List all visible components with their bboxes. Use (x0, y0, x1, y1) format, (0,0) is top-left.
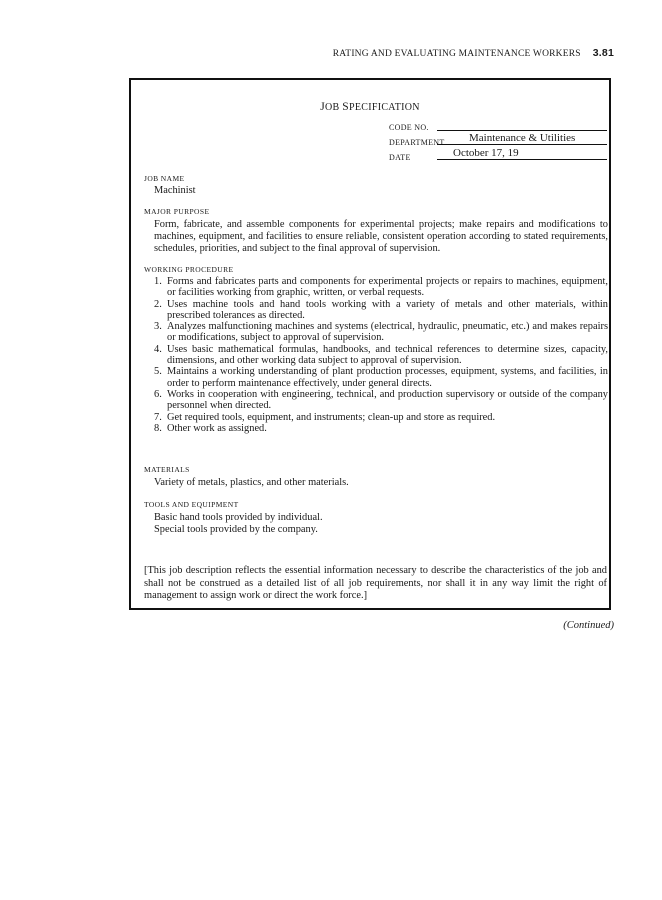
date-label: DATE (389, 153, 411, 162)
major-purpose-label: MAJOR PURPOSE (144, 207, 210, 216)
job-specification-box (129, 78, 611, 610)
running-header (333, 47, 614, 59)
department-field: Maintenance & Utilities (437, 132, 607, 145)
procedure-step: 8. Other work as assigned. (154, 422, 267, 434)
code-no-field (437, 117, 607, 131)
date-field: October 17, 19 (437, 147, 607, 160)
materials-label: MATERIALS (144, 465, 190, 474)
footnote: [This job description reflects the essential information necessary to describe the characteristics of the job and shall not be construed as a detailed list of all job requirements, nor shall it in any way limit the right of management to assign work or direct the work force.] (144, 565, 607, 601)
procedure-step: 7. Get required tools, equipment, and instruments; clean-up and store as required. (154, 411, 496, 423)
procedure-step: 5. Maintains a working understanding of plant production processes, equipment, systems, and facilities, in order to perform maintenance effectively, under general directs. (154, 366, 608, 389)
procedure-step: 3. Analyzes malfunctioning machines and systems (electrical, hydraulic, pneumatic, etc.) and makes repairs or modifications, subject to approval of supervision. (154, 321, 608, 344)
materials-section (144, 465, 608, 489)
tools-item: Basic hand tools provided by individual. (154, 512, 323, 523)
procedure-list (154, 276, 608, 434)
tools-section (144, 500, 608, 536)
procedure-step: 6. Works in cooperation with engineering, technical, and production supervisory or outside of the company personnel when directed. (154, 388, 608, 412)
working-procedure-label: WORKING PROCEDURE (144, 265, 234, 274)
materials-text: Variety of metals, plastics, and other materials. (154, 477, 349, 488)
job-name-section (144, 174, 608, 197)
job-name-value: Machinist (154, 185, 196, 196)
spec-title: JOB SPECIFICATION (320, 101, 420, 113)
department-label: DEPARTMENT (389, 138, 445, 147)
procedure-step: 4. Uses basic mathematical formulas, handbooks, and technical references to determine sizes, capacity, dimensions, and other working data subject to approval of supervision. (154, 343, 608, 367)
code-no-label: CODE NO. (389, 123, 429, 132)
tools-item: Special tools provided by the company. (154, 524, 318, 535)
tools-label: TOOLS AND EQUIPMENT (144, 500, 239, 509)
major-purpose-section (144, 207, 608, 255)
procedure-step: 2. Uses machine tools and hand tools working with a variety of metals and other materials, within prescribed tolerances as directed. (154, 298, 608, 321)
working-procedure-section (144, 265, 608, 434)
major-purpose-text: Form, fabricate, and assemble components for experimental projects; make repairs and modifications to machines, equipment, and facilities to ensure reliable, consistent operation according to stated requirements, schedules, priorities, and subject to the final approval of supervision. (154, 219, 608, 254)
running-header-title: RATING AND EVALUATING MAINTENANCE WORKERS (332, 49, 581, 59)
page-number: 3.81 (592, 47, 614, 59)
procedure-step: 1. Forms and fabricates parts and components for experimental projects or repairs to machines, equipment, or facilities working from graphic, written, or verbal requests. (154, 276, 608, 299)
job-name-label: JOB NAME (144, 174, 185, 183)
continued-label: (Continued) (563, 620, 614, 631)
